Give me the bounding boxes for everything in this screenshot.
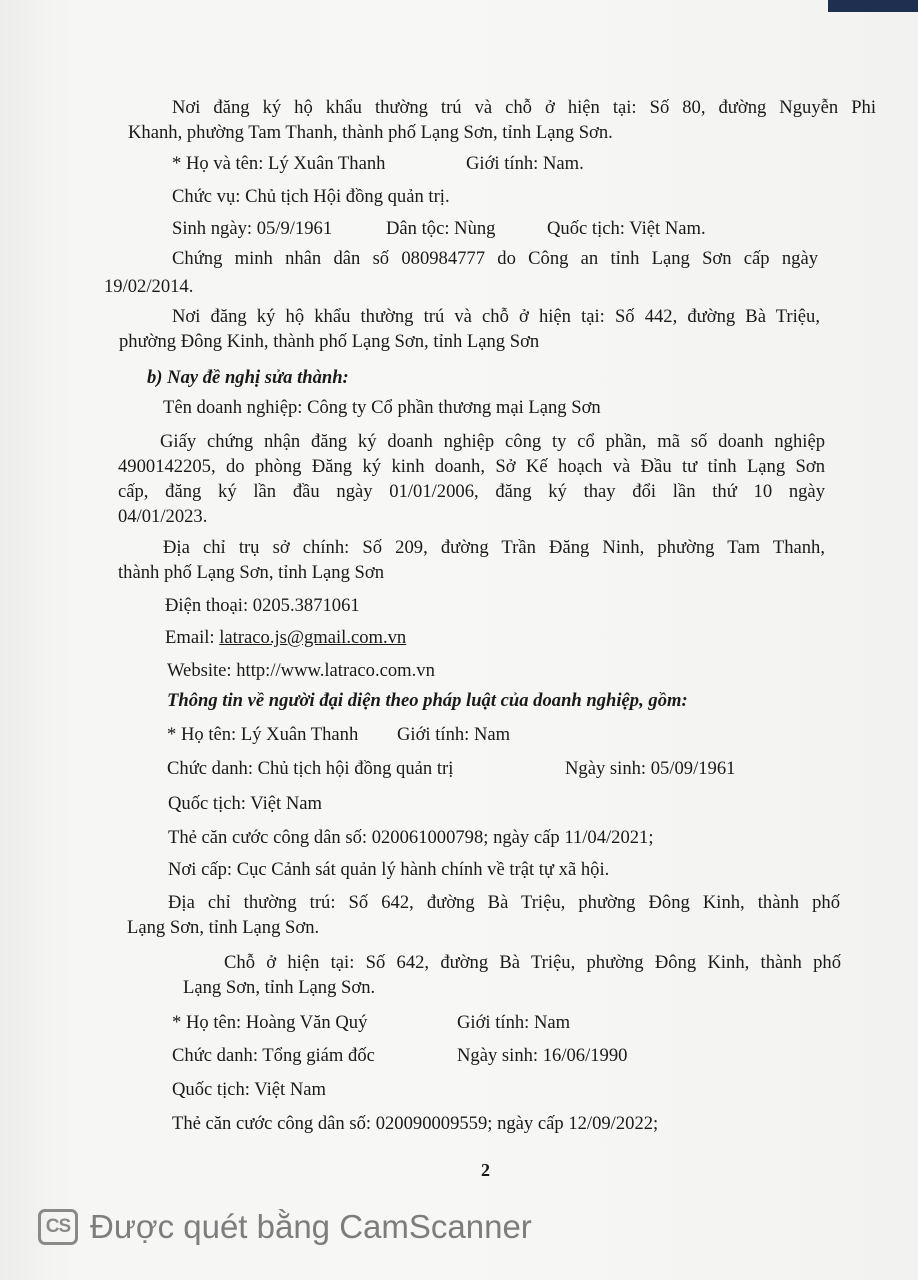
field-gender: Giới tính: Nam	[457, 1012, 571, 1033]
watermark-text: Được quét bằng CamScanner	[90, 1208, 532, 1245]
field-nationality: Quốc tịch: Việt Nam.	[547, 218, 706, 239]
field-title: Chức danh: Chủ tịch hội đồng quản trị	[167, 758, 454, 779]
camscanner-logo-icon: CS	[38, 1209, 78, 1245]
section-heading: b) Nay đề nghị sửa thành:	[147, 367, 349, 388]
text-line: Lạng Sơn, tỉnh Lạng Sơn.	[183, 977, 376, 998]
text-line: 19/02/2014.	[104, 276, 194, 297]
field-ethnicity: Dân tộc: Nùng	[386, 218, 496, 239]
camscanner-watermark	[38, 1207, 532, 1247]
field-title: Chức danh: Tổng giám đốc	[172, 1045, 375, 1066]
text-line: Nơi đăng ký hộ khẩu thường trú và chỗ ở hiện tại: Số 80, đường Nguyễn Phi	[172, 97, 876, 118]
field-name: * Họ tên: Hoàng Văn Quý	[172, 1012, 368, 1033]
field-company-name: Tên doanh nghiệp: Công ty Cổ phần thương mại Lạng Sơn	[163, 397, 601, 418]
field-gender: Giới tính: Nam.	[466, 153, 584, 174]
field-permanent-address: Địa chỉ thường trú: Số 642, đường Bà Triệu, phường Đông Kinh, thành phố	[168, 892, 840, 913]
field-name: * Họ và tên: Lý Xuân Thanh	[172, 153, 386, 174]
field-gender: Giới tính: Nam	[397, 724, 511, 745]
text-line: Giấy chứng nhận đăng ký doanh nghiệp công ty cổ phần, mã số doanh nghiệp	[160, 431, 825, 452]
email-label: Email:	[165, 627, 220, 648]
field-nationality: Quốc tịch: Việt Nam	[168, 793, 322, 814]
text-line: 04/01/2023.	[118, 506, 208, 527]
field-birthdate: Ngày sinh: 16/06/1990	[457, 1045, 628, 1066]
text-line: Khanh, phường Tam Thanh, thành phố Lạng Sơn, tỉnh Lạng Sơn.	[128, 122, 613, 143]
page-number: 2	[481, 1160, 490, 1180]
scan-edge	[828, 0, 918, 12]
field-website: Website: http://www.latraco.com.vn	[167, 660, 435, 681]
field-address: Địa chỉ trụ sở chính: Số 209, đường Trần Đăng Ninh, phường Tam Thanh,	[163, 537, 825, 558]
field-id-card: Thẻ căn cước công dân số: 020061000798; ngày cấp 11/04/2021;	[168, 827, 654, 848]
text-line: phường Đông Kinh, thành phố Lạng Sơn, tỉnh Lạng Sơn	[119, 331, 540, 352]
field-current-address: Chỗ ở hiện tại: Số 642, đường Bà Triệu, phường Đông Kinh, thành phố	[224, 952, 841, 973]
text-line: Chứng minh nhân dân số 080984777 do Công an tỉnh Lạng Sơn cấp ngày	[172, 248, 818, 269]
field-issued-by: Nơi cấp: Cục Cảnh sát quản lý hành chính về trật tự xã hội.	[168, 859, 610, 880]
field-position: Chức vụ: Chủ tịch Hội đồng quản trị.	[172, 186, 450, 207]
text-line: Nơi đăng ký hộ khẩu thường trú và chỗ ở hiện tại: Số 442, đường Bà Triệu,	[172, 306, 820, 327]
text-line: Lạng Sơn, tỉnh Lạng Sơn.	[127, 917, 320, 938]
field-id-card: Thẻ căn cước công dân số: 020090009559; ngày cấp 12/09/2022;	[172, 1113, 659, 1134]
field-name: * Họ tên: Lý Xuân Thanh	[167, 724, 359, 745]
field-nationality: Quốc tịch: Việt Nam	[172, 1079, 326, 1100]
email-link[interactable]: latraco.js@gmail.com.vn	[219, 627, 407, 648]
section-heading: Thông tin về người đại diện theo pháp luật của doanh nghiệp, gồm:	[167, 690, 688, 711]
text-line: cấp, đăng ký lần đầu ngày 01/01/2006, đăng ký thay đổi lần thứ 10 ngày	[118, 481, 825, 502]
text-line: 4900142205, do phòng Đăng ký kinh doanh, Sở Kế hoạch và Đầu tư tỉnh Lạng Sơn	[118, 456, 825, 477]
field-birthdate: Sinh ngày: 05/9/1961	[172, 218, 333, 239]
field-email	[165, 627, 406, 649]
field-birthdate: Ngày sinh: 05/09/1961	[565, 758, 736, 779]
field-phone: Điện thoại: 0205.3871061	[165, 595, 360, 616]
text-line: thành phố Lạng Sơn, tỉnh Lạng Sơn	[118, 562, 385, 583]
